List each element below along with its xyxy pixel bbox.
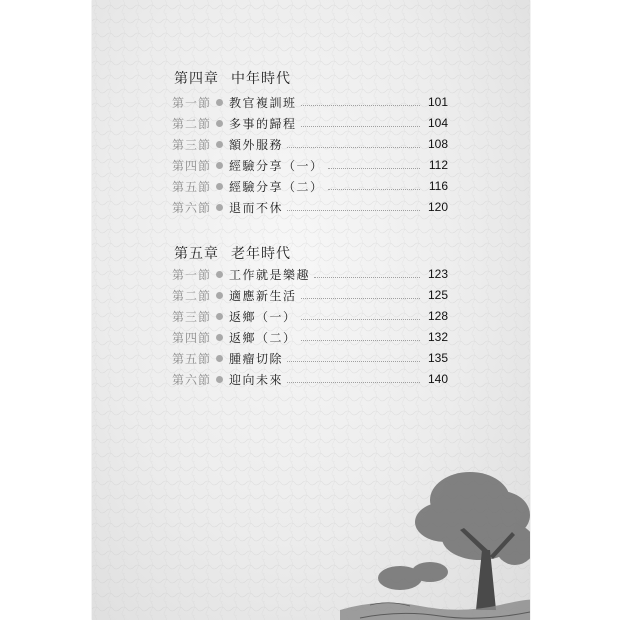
- page-number: 128: [427, 309, 448, 323]
- bullet-dot-icon: [216, 141, 223, 148]
- dot-leader: [287, 382, 420, 383]
- page-number: 120: [427, 200, 448, 214]
- chapter-number: 第五章: [174, 246, 219, 262]
- section-label: 第一節: [172, 267, 212, 282]
- page-number: 140: [427, 372, 448, 386]
- toc-entry[interactable]: [172, 114, 448, 132]
- toc-entry[interactable]: [172, 135, 448, 153]
- chapter-heading: [174, 68, 291, 88]
- entry-title: 返鄉（二）: [229, 330, 297, 345]
- chapter-number: 第四章: [174, 71, 219, 87]
- section-label: 第二節: [172, 288, 212, 303]
- toc-entry[interactable]: [172, 156, 448, 174]
- bullet-dot-icon: [216, 334, 223, 341]
- toc-entry[interactable]: [172, 93, 448, 111]
- page-number: 108: [427, 137, 448, 151]
- page-number: 135: [427, 351, 448, 365]
- page-number: 112: [428, 158, 448, 172]
- entry-title: 工作就是樂趣: [229, 267, 311, 282]
- entry-title: 經驗分享（二）: [229, 179, 324, 194]
- entry-title: 適應新生活: [229, 288, 297, 303]
- section-label: 第二節: [172, 116, 212, 131]
- entry-title: 迎向未來: [229, 372, 284, 387]
- section-label: 第三節: [172, 137, 212, 152]
- bullet-dot-icon: [216, 313, 223, 320]
- dot-leader: [328, 189, 420, 190]
- dot-leader: [328, 168, 420, 169]
- section-label: 第六節: [172, 200, 212, 215]
- dot-leader: [301, 340, 420, 341]
- entry-title: 額外服務: [229, 137, 284, 152]
- section-label: 第五節: [172, 179, 212, 194]
- dot-leader: [314, 277, 420, 278]
- entry-title: 經驗分享（一）: [229, 158, 324, 173]
- entry-title: 多事的歸程: [229, 116, 297, 131]
- toc-entry[interactable]: [172, 307, 448, 325]
- section-label: 第五節: [172, 351, 212, 366]
- toc-entry[interactable]: [172, 286, 448, 304]
- toc-entry[interactable]: [172, 328, 448, 346]
- bullet-dot-icon: [216, 162, 223, 169]
- chapter-title: 中年時代: [231, 71, 291, 87]
- book-page: [92, 0, 530, 620]
- tree-illustration: [340, 460, 530, 620]
- bullet-dot-icon: [216, 183, 223, 190]
- section-label: 第四節: [172, 330, 212, 345]
- bullet-dot-icon: [216, 204, 223, 211]
- entry-title: 教官複訓班: [229, 95, 297, 110]
- chapter-heading: [174, 243, 291, 263]
- section-label: 第三節: [172, 309, 212, 324]
- page-number: 101: [427, 95, 448, 109]
- entry-title: 腫瘤切除: [229, 351, 284, 366]
- page-number: 104: [427, 116, 448, 130]
- toc-entry[interactable]: [172, 198, 448, 216]
- bullet-dot-icon: [216, 355, 223, 362]
- entry-title: 返鄉（一）: [229, 309, 297, 324]
- bullet-dot-icon: [216, 271, 223, 278]
- page-number: 116: [428, 179, 448, 193]
- dot-leader: [287, 147, 420, 148]
- dot-leader: [301, 126, 420, 127]
- toc-entry[interactable]: [172, 177, 448, 195]
- toc-entry[interactable]: [172, 370, 448, 388]
- section-label: 第六節: [172, 372, 212, 387]
- dot-leader: [301, 105, 420, 106]
- bullet-dot-icon: [216, 120, 223, 127]
- bullet-dot-icon: [216, 292, 223, 299]
- dot-leader: [301, 298, 420, 299]
- bullet-dot-icon: [216, 99, 223, 106]
- chapter-title: 老年時代: [231, 246, 291, 262]
- bullet-dot-icon: [216, 376, 223, 383]
- page-number: 132: [427, 330, 448, 344]
- toc-entry[interactable]: [172, 265, 448, 283]
- section-label: 第四節: [172, 158, 212, 173]
- dot-leader: [287, 210, 420, 211]
- section-label: 第一節: [172, 95, 212, 110]
- dot-leader: [287, 361, 420, 362]
- dot-leader: [301, 319, 420, 320]
- page-number: 123: [427, 267, 448, 281]
- entry-title: 退而不休: [229, 200, 284, 215]
- toc-entry[interactable]: [172, 349, 448, 367]
- page-number: 125: [427, 288, 448, 302]
